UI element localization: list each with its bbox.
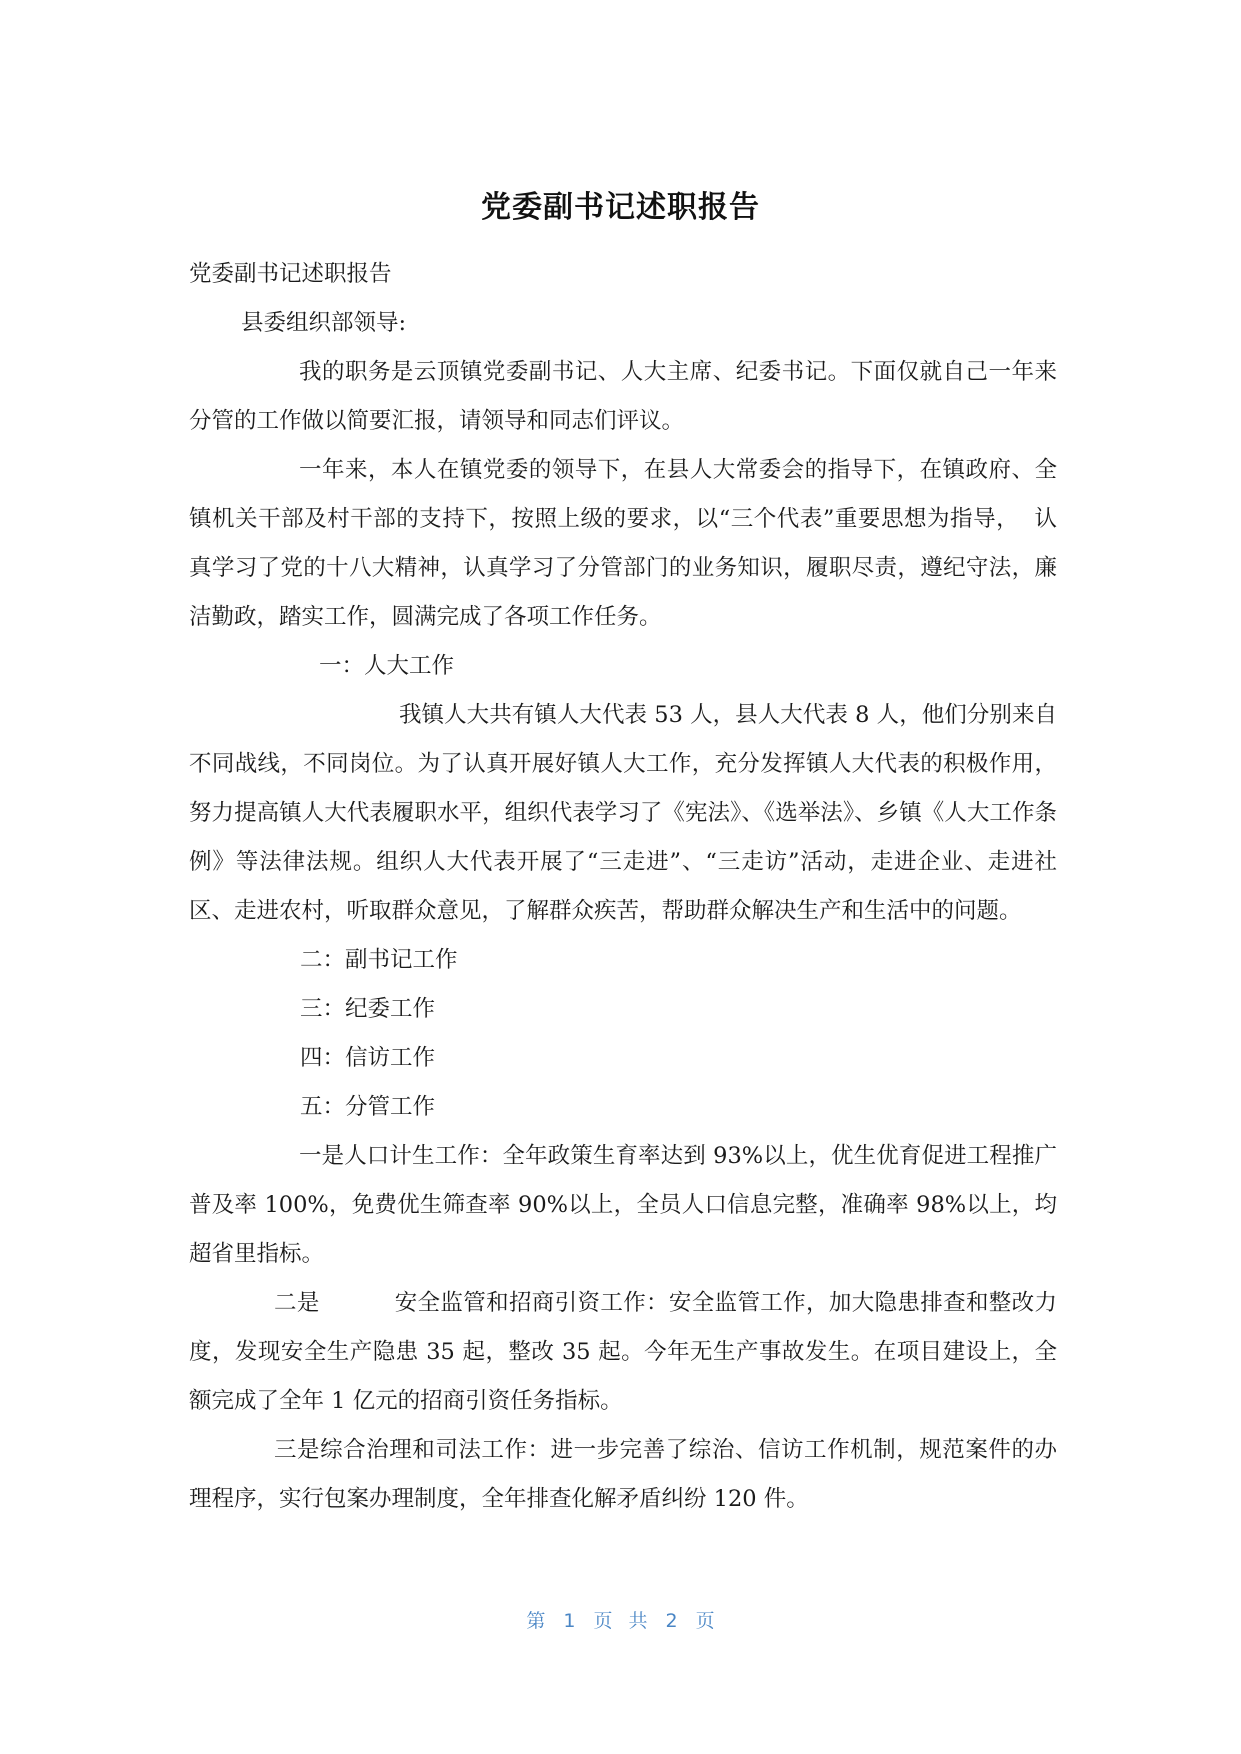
paragraph-item-3: 三是综合治理和司法工作：进一步完善了综治、信访工作机制，规范案件的办理程序，实行包案办理制度，全年排查化解矛盾纠纷 120 件。 [189,1437,1057,1512]
footer-suffix: 页 [695,1610,715,1632]
section-heading-4: 四：信访工作 [300,1045,436,1071]
document-subtitle: 党委副书记述职报告 [189,261,392,287]
footer-page-number: 1 [563,1610,576,1632]
section-heading-3: 三：纪委工作 [300,996,436,1022]
paragraph-item-2: 二是 安全监管和招商引资工作：安全监管工作，加大隐患排查和整改力度，发现安全生产隐患 35 起，整改 35 起。今年无生产事故发生。在项目建设上，全额完成了全年 1 亿元的招商引资任务指标。 [189,1290,1057,1414]
section-heading-1: 一：人大工作 [319,653,455,679]
section-heading-2: 二：副书记工作 [300,947,458,973]
page-footer [0,1608,1241,1634]
paragraph-section-1: 我镇人大共有镇人大代表 53 人，县人大代表 8 人，他们分别来自不同战线，不同岗位。为了认真开展好镇人大工作，充分发挥镇人大代表的积极作用，努力提高镇人大代表履职水平，组织代表学习了《宪法》、《选举法》、乡镇《人大工作条例》等法律法规。组织人大代表开展了“三走进”、“三走访”活动，走进企业、走进社区、走进农村，听取群众意见，了解群众疾苦，帮助群众解决生产和生活中的问题。 [189,702,1057,924]
document-body [189,250,1057,1524]
paragraph-item-1: 一是人口计生工作：全年政策生育率达到 93%以上，优生优育促进工程推广普及率 100%，免费优生筛查率 90%以上，全员人口信息完整，准确率 98%以上，均超省里指标。 [189,1143,1057,1267]
footer-middle: 页 共 [593,1610,648,1632]
paragraph-intro: 我的职务是云顶镇党委副书记、人大主席、纪委书记。下面仅就自己一年来分管的工作做以简要汇报，请领导和同志们评议。 [189,359,1057,434]
section-heading-5: 五：分管工作 [300,1094,436,1120]
salutation: 县委组织部领导: [241,310,407,336]
paragraph-overview: 一年来，本人在镇党委的领导下，在县人大常委会的指导下，在镇政府、全镇机关干部及村干部的支持下，按照上级的要求，以“三个代表”重要思想为指导， 认真学习了党的十八大精神，认真学习了分管部门的业务知识，履职尽责，遵纪守法，廉洁勤政，踏实工作，圆满完成了各项工作任务。 [189,457,1057,630]
footer-total-pages: 2 [665,1610,678,1632]
document-title: 党委副书记述职报告 [481,190,760,225]
footer-prefix: 第 [526,1610,546,1632]
